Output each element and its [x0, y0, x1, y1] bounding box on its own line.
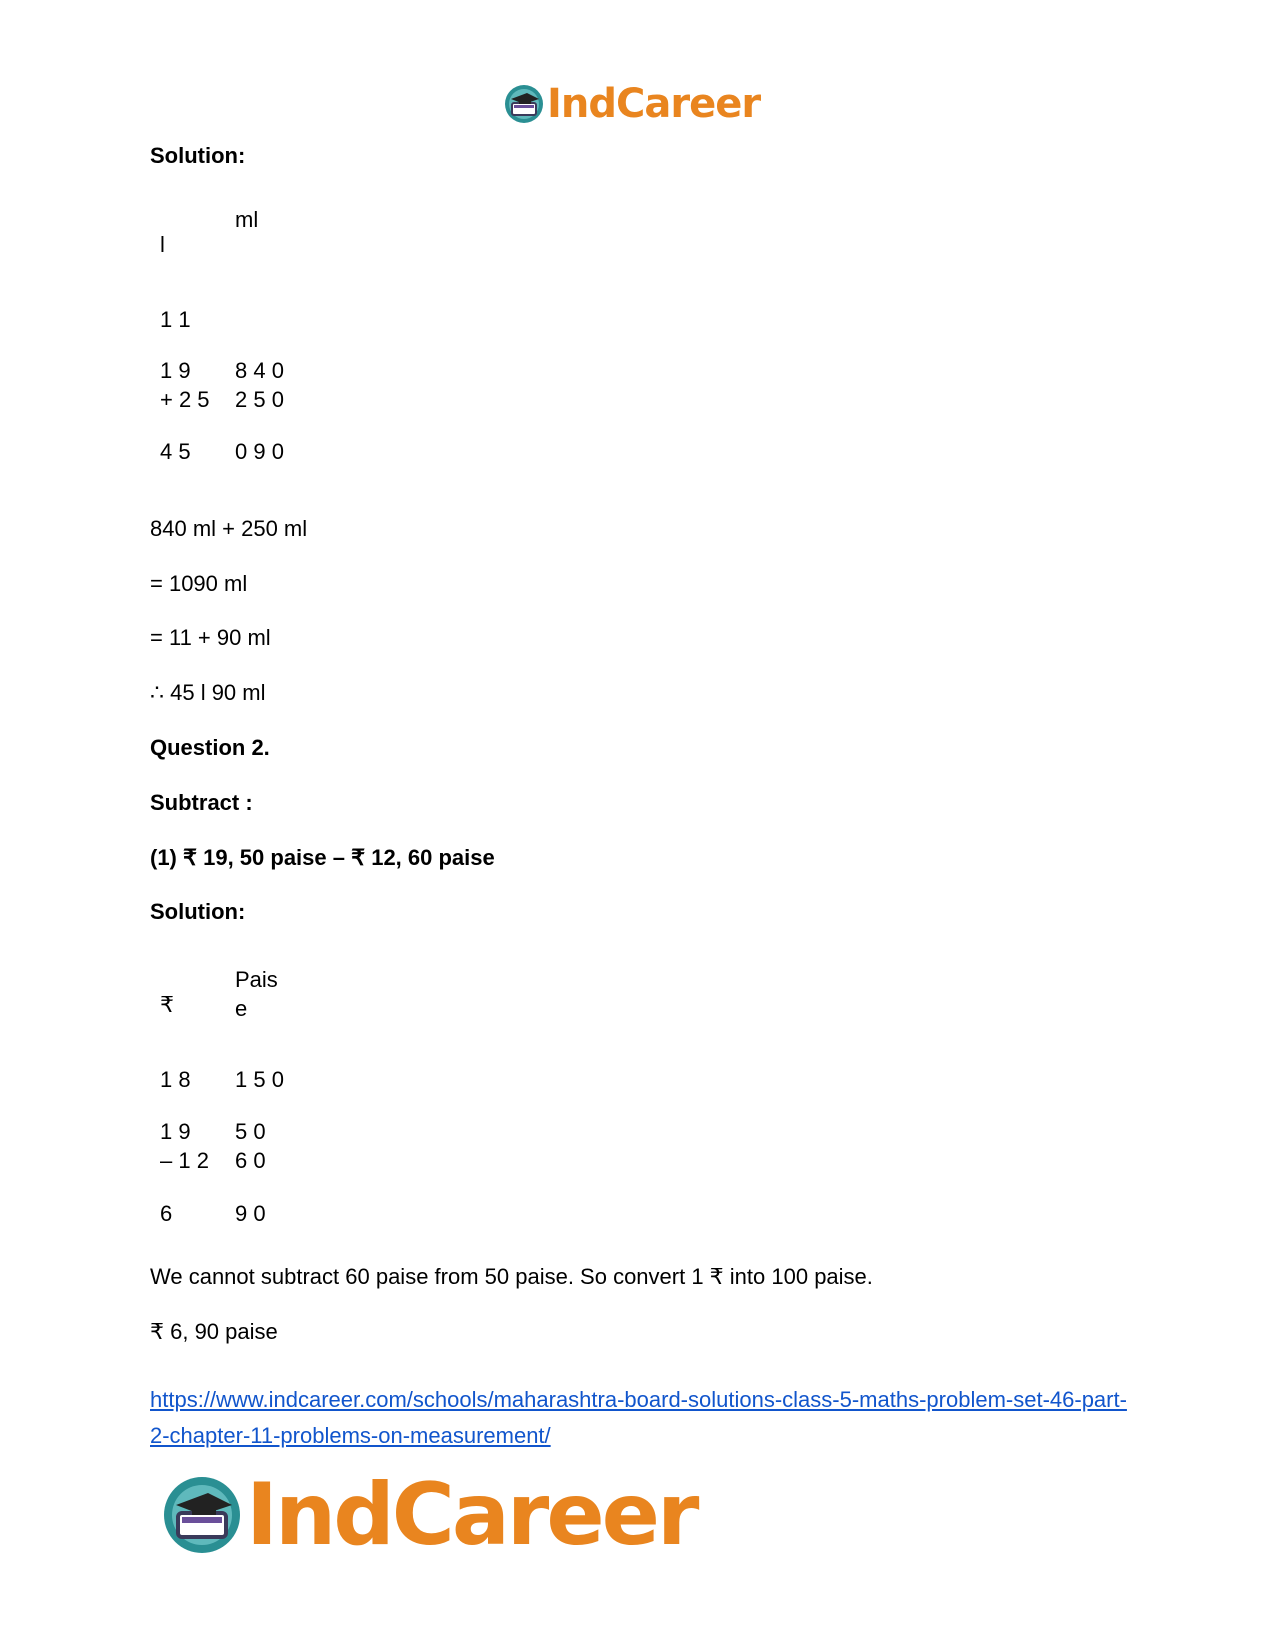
indcareer-logo-bottom — [160, 1465, 697, 1565]
question-instruction: Subtract : — [150, 790, 253, 815]
col-header-ml: ml — [235, 207, 259, 232]
indcareer-logo-top — [503, 80, 760, 128]
col-header-l: l — [160, 232, 165, 257]
logo-wordmark: IndCareer — [547, 81, 761, 127]
solution-heading-2: Solution: — [150, 899, 246, 924]
question-title: Question 2. — [150, 735, 270, 760]
addend-1-litres: 1 9 — [160, 358, 191, 383]
logo-wordmark: IndCareer — [246, 1465, 697, 1565]
minuend-rupees: 1 9 — [160, 1119, 191, 1144]
explanation-text: We cannot subtract 60 paise from 50 paise. So convert 1 ₹ into 100 paise. — [150, 1264, 873, 1289]
answer-text: ₹ 6, 90 paise — [150, 1319, 278, 1344]
borrow-paise: 1 5 0 — [235, 1067, 284, 1092]
subtrahend-paise: 6 0 — [235, 1148, 266, 1173]
carry-digits: 1 1 — [160, 307, 191, 332]
col-header-rupee: ₹ — [160, 992, 174, 1017]
borrow-rupees: 1 8 — [160, 1067, 191, 1092]
addend-2-ml: 2 5 0 — [235, 387, 284, 412]
col-header-paise-1: Pais — [235, 967, 278, 992]
difference-rupees: 6 — [160, 1201, 173, 1226]
step-1: 840 ml + 250 ml — [150, 516, 308, 541]
step-2: = 1090 ml — [150, 571, 248, 596]
step-3: = 11 + 90 ml — [150, 625, 271, 650]
sum-litres: 4 5 — [160, 439, 191, 464]
question-problem: (1) ₹ 19, 50 paise – ₹ 12, 60 paise — [150, 845, 495, 870]
subtrahend-rupees: – 1 2 — [160, 1148, 209, 1173]
step-4: ∴ 45 l 90 ml — [150, 680, 266, 705]
graduation-cap-book-icon — [503, 83, 545, 125]
addend-1-ml: 8 4 0 — [235, 358, 284, 383]
solution-heading-1: Solution: — [150, 143, 246, 168]
addend-2-litres: + 2 5 — [160, 387, 210, 412]
source-link[interactable]: https://www.indcareer.com/schools/maharashtra-board-solutions-class-5-maths-problem-set-46-part-2-chapter-11-problems-on-measurement/ — [150, 1387, 1127, 1448]
sum-ml: 0 9 0 — [235, 439, 284, 464]
graduation-cap-book-icon — [160, 1473, 244, 1557]
difference-paise: 9 0 — [235, 1201, 266, 1226]
minuend-paise: 5 0 — [235, 1119, 266, 1144]
col-header-paise-2: e — [235, 996, 248, 1021]
